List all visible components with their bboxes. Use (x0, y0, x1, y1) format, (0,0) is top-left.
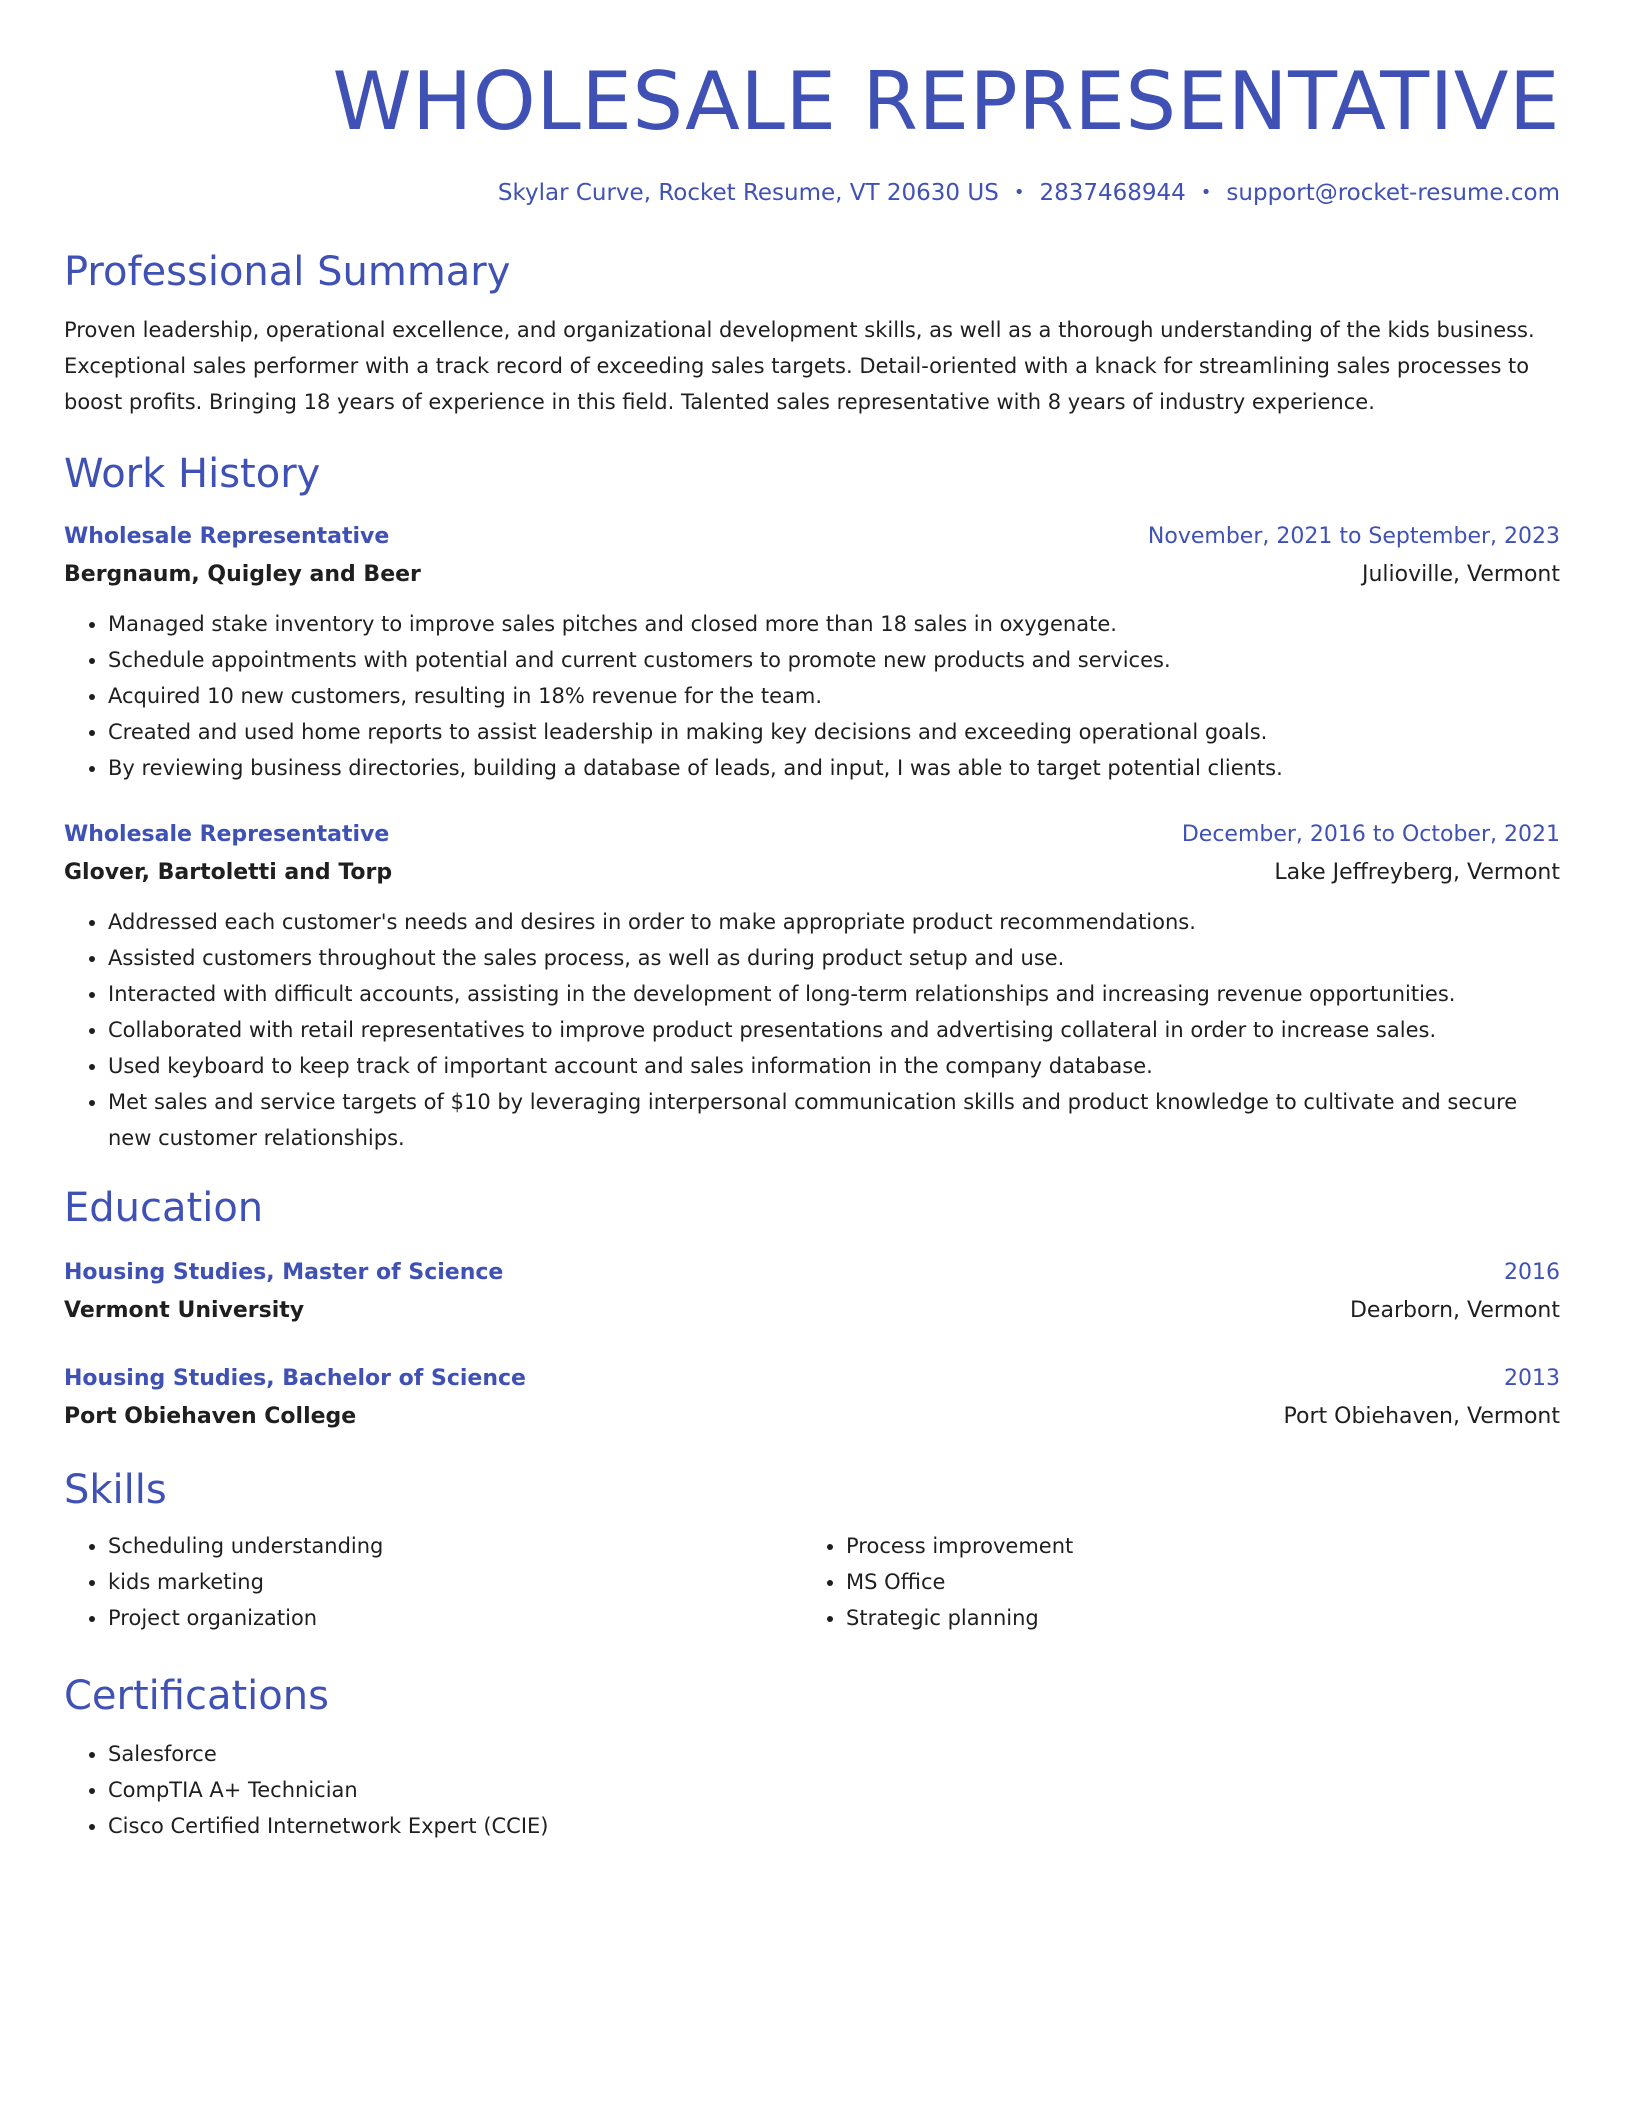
contact-separator: • (1013, 182, 1025, 203)
resume-page (64, 0, 1560, 1844)
certification-item: • Cisco Certified Internetwork Expert (CCIE) (108, 1808, 1560, 1844)
contact-separator: • (1200, 182, 1212, 203)
contact-line (64, 178, 1560, 208)
education-degree: Housing Studies, Master of Science (64, 1260, 504, 1285)
contact-email: support@rocket-resume.com (1226, 180, 1560, 206)
job-dates: December, 2016 to October, 2021 (1181, 822, 1560, 847)
job-bullet: • By reviewing business directories, building a database of leads, and input, I was able to target potential clients. (108, 750, 1560, 786)
skill-item: • MS Office (846, 1564, 1540, 1600)
education-year: 2016 (1504, 1260, 1560, 1285)
job-entry (64, 816, 1560, 1156)
job-bullet: • Assisted customers throughout the sales process, as well as during product setup and use. (108, 940, 1560, 976)
education-location: Port Obiehaven, Vermont (1283, 1404, 1560, 1429)
job-location: Julioville, Vermont (1362, 562, 1560, 587)
certification-item: • Salesforce (108, 1736, 1560, 1772)
skill-item: • Strategic planning (846, 1600, 1540, 1636)
education-location: Dearborn, Vermont (1349, 1298, 1560, 1323)
job-role-row (64, 518, 1560, 556)
education-school: Vermont University (64, 1298, 305, 1323)
job-bullets (64, 904, 1560, 1156)
job-bullet: • Used keyboard to keep track of important account and sales information in the company database. (108, 1048, 1560, 1084)
job-bullet: • Interacted with difficult accounts, assisting in the development of long-term relationships and increasing revenue opportunities. (108, 976, 1560, 1012)
job-bullet: • Collaborated with retail representatives to improve product presentations and advertising collateral in order to increase sales. (108, 1012, 1560, 1048)
job-bullet: • Created and used home reports to assist leadership in making key decisions and exceeding operational goals. (108, 714, 1560, 750)
job-company-row (64, 854, 1560, 892)
job-title: Wholesale Representative (64, 822, 390, 847)
job-dates: November, 2021 to September, 2023 (1147, 524, 1560, 549)
education-year: 2013 (1504, 1366, 1560, 1391)
education-entry (64, 1254, 1560, 1330)
work-history-heading: Work History (64, 451, 321, 497)
job-bullet: • Addressed each customer's needs and desires in order to make appropriate product recommendations. (108, 904, 1560, 940)
skills-heading: Skills (64, 1467, 167, 1513)
skill-item: • Process improvement (846, 1528, 1540, 1564)
certification-item: • CompTIA A+ Technician (108, 1772, 1560, 1808)
education-heading: Education (64, 1185, 264, 1231)
education-entry (64, 1360, 1560, 1436)
job-location: Lake Jeffreyberg, Vermont (1274, 860, 1560, 885)
job-bullet: • Schedule appointments with potential and current customers to promote new products and services. (108, 642, 1560, 678)
certifications-list (64, 1736, 1560, 1844)
education-school: Port Obiehaven College (64, 1404, 357, 1429)
job-bullet: • Managed stake inventory to improve sales pitches and closed more than 18 sales in oxygenate. (108, 606, 1560, 642)
skills-column-right (802, 1528, 1540, 1636)
education-degree: Housing Studies, Bachelor of Science (64, 1366, 526, 1391)
job-bullet: • Met sales and service targets of $10 by leveraging interpersonal communication skills and product knowledge to cultivate and secure new customer relationships. (108, 1084, 1560, 1156)
job-bullets (64, 606, 1560, 786)
skill-item: • Project organization (108, 1600, 802, 1636)
job-role-row (64, 816, 1560, 854)
job-title: Wholesale Representative (64, 524, 390, 549)
job-bullet: • Acquired 10 new customers, resulting in 18% revenue for the team. (108, 678, 1560, 714)
education-degree-row (64, 1360, 1560, 1398)
skills-column-left (64, 1528, 802, 1636)
education-degree-row (64, 1254, 1560, 1292)
candidate-name: WHOLESALE REPRESENTATIVE (332, 55, 1560, 148)
job-company: Glover, Bartoletti and Torp (64, 860, 393, 885)
skill-item: • kids marketing (108, 1564, 802, 1600)
education-school-row (64, 1292, 1560, 1330)
education-school-row (64, 1398, 1560, 1436)
summary-text: Proven leadership, operational excellence, and organizational development skills, as well as a thorough understanding of the kids business. Exceptional sales performer with a track record of exceeding sales targets. Detail-oriented with a knack for streamlining sales processes to boost profits. Bringing 18 years of experience in this field. Talented sales representative with 8 years of industry experience. (64, 318, 1535, 414)
job-company-row (64, 556, 1560, 594)
certifications-heading: Certifications (64, 1673, 329, 1719)
contact-phone: 2837468944 (1039, 180, 1186, 206)
job-entry (64, 518, 1560, 786)
summary-heading: Professional Summary (64, 249, 511, 295)
skill-item: • Scheduling understanding (108, 1528, 802, 1564)
contact-address: Skylar Curve, Rocket Resume, VT 20630 US (497, 180, 999, 206)
job-company: Bergnaum, Quigley and Beer (64, 562, 421, 587)
skills-grid (64, 1528, 1560, 1636)
